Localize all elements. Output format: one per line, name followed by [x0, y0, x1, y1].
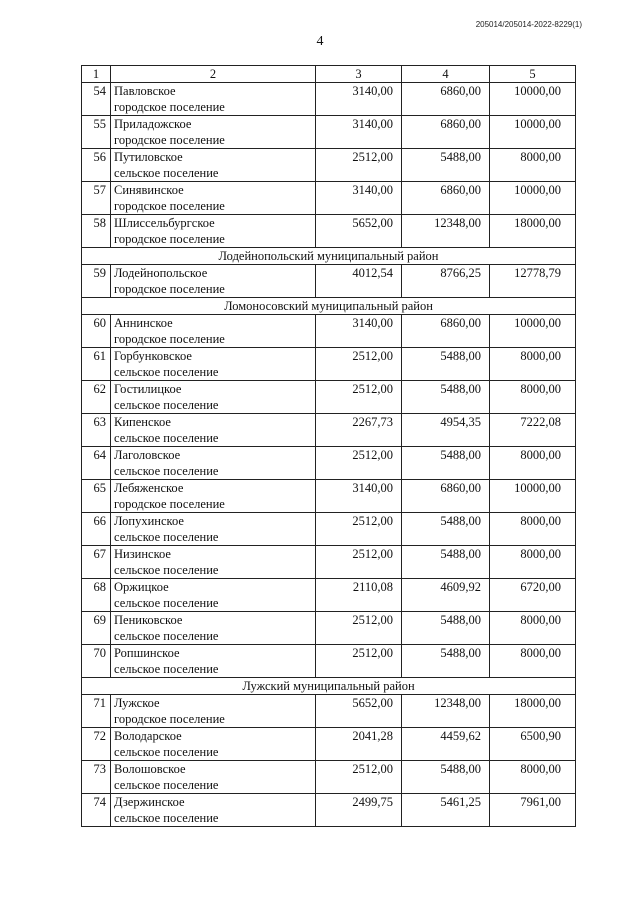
- settlement-name-line1: Аннинское: [114, 316, 173, 330]
- settlement-name: [111, 149, 316, 182]
- value-col3: 2512,00: [316, 149, 402, 182]
- value-col5: 7961,00: [490, 794, 576, 827]
- row-number: 70: [82, 645, 111, 678]
- row-number: 71: [82, 695, 111, 728]
- row-number: 60: [82, 315, 111, 348]
- settlement-name-line1: Путиловское: [114, 150, 183, 164]
- value-col5: 8000,00: [490, 381, 576, 414]
- value-col4: 5488,00: [402, 645, 490, 678]
- table-body: [82, 66, 576, 827]
- settlement-name-line1: Гостилицкое: [114, 382, 182, 396]
- settlement-name-line1: Синявинское: [114, 183, 184, 197]
- value-col4: 6860,00: [402, 182, 490, 215]
- table-header-row: [82, 66, 576, 83]
- row-number: 57: [82, 182, 111, 215]
- settlement-type-line: городское поселение: [114, 712, 225, 726]
- settlement-name-line1: Шлиссельбургское: [114, 216, 215, 230]
- value-col4: 6860,00: [402, 83, 490, 116]
- settlement-type-line: сельское поселение: [114, 662, 219, 676]
- page-number: 4: [316, 34, 324, 49]
- value-col3: 2512,00: [316, 645, 402, 678]
- settlement-name-line1: Лодейнопольское: [114, 266, 208, 280]
- table-row: [82, 794, 576, 827]
- settlement-type-line: сельское поселение: [114, 431, 219, 445]
- settlement-name-line1: Лопухинское: [114, 514, 184, 528]
- value-col4: 8766,25: [402, 265, 490, 298]
- settlement-type-line: сельское поселение: [114, 530, 219, 544]
- table-row: [82, 546, 576, 579]
- settlement-type-line: городское поселение: [114, 133, 225, 147]
- section-title: Лужский муниципальный район: [82, 678, 576, 695]
- value-col3: 5652,00: [316, 215, 402, 248]
- value-col4: 4609,92: [402, 579, 490, 612]
- value-col4: 5488,00: [402, 761, 490, 794]
- value-col5: 8000,00: [490, 149, 576, 182]
- table-row: [82, 579, 576, 612]
- settlement-name-line1: Лужское: [114, 696, 160, 710]
- settlement-type-line: городское поселение: [114, 100, 225, 114]
- table-row: [82, 695, 576, 728]
- value-col4: 6860,00: [402, 116, 490, 149]
- value-col5: 6720,00: [490, 579, 576, 612]
- value-col4: 5488,00: [402, 149, 490, 182]
- settlement-type-line: городское поселение: [114, 497, 225, 511]
- settlement-type-line: сельское поселение: [114, 166, 219, 180]
- settlement-name: [111, 761, 316, 794]
- value-col3: 2512,00: [316, 612, 402, 645]
- settlement-name: [111, 612, 316, 645]
- section-title: Лодейнопольский муниципальный район: [82, 248, 576, 265]
- row-number: 64: [82, 447, 111, 480]
- settlement-name: [111, 513, 316, 546]
- value-col5: 8000,00: [490, 447, 576, 480]
- row-number: 72: [82, 728, 111, 761]
- column-header: 3: [316, 66, 402, 83]
- settlement-name: [111, 695, 316, 728]
- settlement-type-line: сельское поселение: [114, 811, 219, 825]
- column-header: 4: [402, 66, 490, 83]
- allocation-table: [81, 65, 576, 827]
- value-col5: 10000,00: [490, 116, 576, 149]
- table-row: [82, 83, 576, 116]
- value-col5: 10000,00: [490, 83, 576, 116]
- table-row: [82, 315, 576, 348]
- value-col4: 12348,00: [402, 695, 490, 728]
- settlement-name-line1: Ропшинское: [114, 646, 180, 660]
- value-col3: 2499,75: [316, 794, 402, 827]
- value-col5: 8000,00: [490, 612, 576, 645]
- value-col3: 2512,00: [316, 513, 402, 546]
- row-number: 69: [82, 612, 111, 645]
- settlement-name: [111, 480, 316, 513]
- settlement-type-line: сельское поселение: [114, 629, 219, 643]
- settlement-name: [111, 215, 316, 248]
- value-col3: 3140,00: [316, 116, 402, 149]
- value-col4: 5461,25: [402, 794, 490, 827]
- settlement-name-line1: Низинское: [114, 547, 171, 561]
- section-header-row: [82, 248, 576, 265]
- row-number: 63: [82, 414, 111, 447]
- settlement-name-line1: Приладожское: [114, 117, 192, 131]
- table-row: [82, 182, 576, 215]
- settlement-name: [111, 728, 316, 761]
- column-header: 2: [111, 66, 316, 83]
- table-row: [82, 265, 576, 298]
- value-col4: 5488,00: [402, 381, 490, 414]
- value-col5: 8000,00: [490, 348, 576, 381]
- row-number: 55: [82, 116, 111, 149]
- settlement-name: [111, 447, 316, 480]
- value-col4: 5488,00: [402, 447, 490, 480]
- value-col3: 3140,00: [316, 480, 402, 513]
- value-col3: 3140,00: [316, 83, 402, 116]
- settlement-type-line: сельское поселение: [114, 365, 219, 379]
- row-number: 74: [82, 794, 111, 827]
- row-number: 66: [82, 513, 111, 546]
- settlement-type-line: городское поселение: [114, 332, 225, 346]
- settlement-name: [111, 579, 316, 612]
- value-col3: 2512,00: [316, 761, 402, 794]
- value-col4: 12348,00: [402, 215, 490, 248]
- table-row: [82, 381, 576, 414]
- row-number: 65: [82, 480, 111, 513]
- table-row: [82, 513, 576, 546]
- value-col5: 18000,00: [490, 695, 576, 728]
- settlement-type-line: сельское поселение: [114, 464, 219, 478]
- value-col4: 5488,00: [402, 513, 490, 546]
- settlement-name: [111, 83, 316, 116]
- value-col3: 2512,00: [316, 447, 402, 480]
- value-col5: 8000,00: [490, 546, 576, 579]
- value-col5: 12778,79: [490, 265, 576, 298]
- settlement-name-line1: Горбунковское: [114, 349, 192, 363]
- row-number: 59: [82, 265, 111, 298]
- settlement-name: [111, 116, 316, 149]
- table-row: [82, 761, 576, 794]
- settlement-name: [111, 414, 316, 447]
- table-row: [82, 612, 576, 645]
- row-number: 68: [82, 579, 111, 612]
- table-row: [82, 728, 576, 761]
- table-row: [82, 447, 576, 480]
- settlement-name: [111, 315, 316, 348]
- section-header-row: [82, 678, 576, 695]
- value-col4: 4954,35: [402, 414, 490, 447]
- settlement-name-line1: Володарское: [114, 729, 182, 743]
- value-col3: 4012,54: [316, 265, 402, 298]
- settlement-type-line: сельское поселение: [114, 398, 219, 412]
- settlement-name: [111, 348, 316, 381]
- value-col5: 6500,90: [490, 728, 576, 761]
- value-col3: 3140,00: [316, 182, 402, 215]
- row-number: 73: [82, 761, 111, 794]
- value-col4: 5488,00: [402, 546, 490, 579]
- value-col3: 3140,00: [316, 315, 402, 348]
- settlement-name-line1: Павловское: [114, 84, 176, 98]
- column-header: 5: [490, 66, 576, 83]
- value-col3: 2041,28: [316, 728, 402, 761]
- document-id: 205014/205014-2022-8229(1): [475, 20, 582, 29]
- settlement-name: [111, 265, 316, 298]
- row-number: 62: [82, 381, 111, 414]
- settlement-name: [111, 381, 316, 414]
- settlement-type-line: городское поселение: [114, 199, 225, 213]
- row-number: 58: [82, 215, 111, 248]
- settlement-name-line1: Пениковское: [114, 613, 183, 627]
- section-title: Ломоносовский муниципальный район: [82, 298, 576, 315]
- settlement-name: [111, 645, 316, 678]
- table-row: [82, 414, 576, 447]
- settlement-type-line: городское поселение: [114, 232, 225, 246]
- section-header-row: [82, 298, 576, 315]
- column-header: 1: [82, 66, 111, 83]
- value-col5: 10000,00: [490, 315, 576, 348]
- table-row: [82, 645, 576, 678]
- row-number: 54: [82, 83, 111, 116]
- settlement-name-line1: Лебяженское: [114, 481, 184, 495]
- value-col5: 8000,00: [490, 645, 576, 678]
- value-col4: 6860,00: [402, 315, 490, 348]
- settlement-type-line: городское поселение: [114, 282, 225, 296]
- table-row: [82, 149, 576, 182]
- settlement-name-line1: Оржицкое: [114, 580, 169, 594]
- settlement-type-line: сельское поселение: [114, 778, 219, 792]
- value-col4: 6860,00: [402, 480, 490, 513]
- settlement-name: [111, 794, 316, 827]
- settlement-name-line1: Волошовское: [114, 762, 186, 776]
- value-col5: 8000,00: [490, 761, 576, 794]
- value-col5: 10000,00: [490, 480, 576, 513]
- value-col3: 2512,00: [316, 348, 402, 381]
- value-col4: 4459,62: [402, 728, 490, 761]
- value-col5: 8000,00: [490, 513, 576, 546]
- row-number: 56: [82, 149, 111, 182]
- settlement-name: [111, 546, 316, 579]
- table-row: [82, 116, 576, 149]
- settlement-type-line: сельское поселение: [114, 745, 219, 759]
- row-number: 67: [82, 546, 111, 579]
- value-col5: 7222,08: [490, 414, 576, 447]
- value-col3: 5652,00: [316, 695, 402, 728]
- settlement-type-line: сельское поселение: [114, 563, 219, 577]
- settlement-type-line: сельское поселение: [114, 596, 219, 610]
- value-col3: 2512,00: [316, 381, 402, 414]
- table-row: [82, 348, 576, 381]
- value-col5: 10000,00: [490, 182, 576, 215]
- value-col4: 5488,00: [402, 612, 490, 645]
- value-col4: 5488,00: [402, 348, 490, 381]
- value-col3: 2267,73: [316, 414, 402, 447]
- settlement-name: [111, 182, 316, 215]
- settlement-name-line1: Кипенское: [114, 415, 171, 429]
- value-col3: 2512,00: [316, 546, 402, 579]
- value-col3: 2110,08: [316, 579, 402, 612]
- settlement-name-line1: Дзержинское: [114, 795, 185, 809]
- value-col5: 18000,00: [490, 215, 576, 248]
- settlement-name-line1: Лаголовское: [114, 448, 181, 462]
- table-row: [82, 480, 576, 513]
- table-row: [82, 215, 576, 248]
- row-number: 61: [82, 348, 111, 381]
